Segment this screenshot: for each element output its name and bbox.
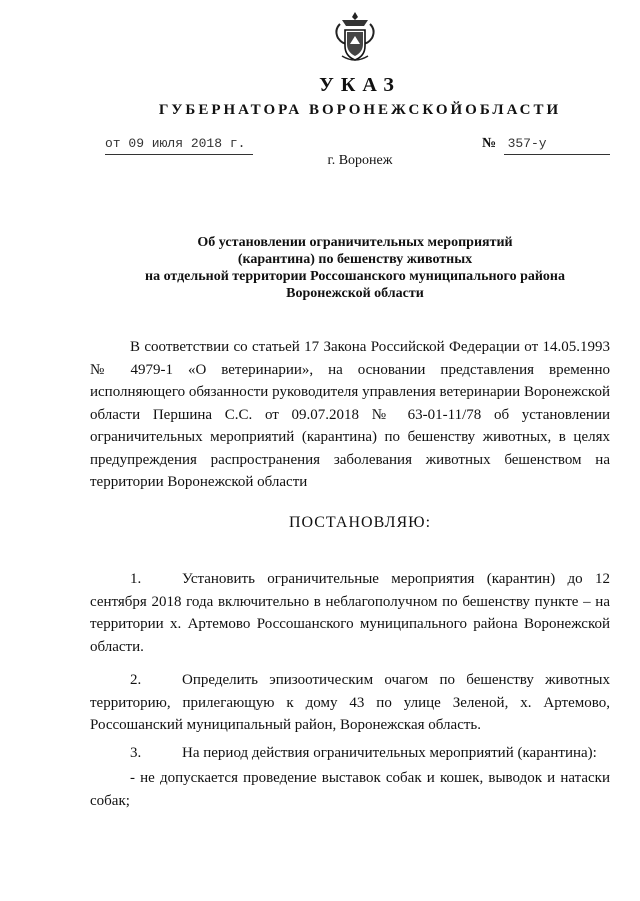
heading-line: Об установлении ограничительных мероприятий bbox=[197, 235, 513, 250]
heading-line: (карантина) по бешенству животных bbox=[237, 252, 473, 267]
date-field bbox=[105, 136, 245, 151]
item-3 bbox=[90, 742, 610, 765]
decree-heading bbox=[90, 234, 620, 302]
item-text: Определить эпизоотическим очагом по бешенству животных территорию, прилегающую к дому 43 по улице Зеленой, х. Артемово, Россошанский муниципальный район, Воронежская область. bbox=[90, 672, 610, 733]
item-text: На период действия ограничительных мероприятий (карантина): bbox=[182, 745, 597, 761]
number-field bbox=[482, 136, 547, 152]
item-text: Установить ограничительные мероприятия (карантин) до 12 сентября 2018 года включительно в неблагополучном по бешенству пункте – на территории х. Артемово Россошанского муниципального района Воронежской области. bbox=[90, 571, 610, 655]
document-subtitle: ГУБЕРНАТОРА ВОРОНЕЖСКОЙОБЛАСТИ bbox=[158, 102, 562, 118]
number-value: 357-у bbox=[507, 136, 547, 151]
heading-line: на отдельной территории Россошанского муниципального района bbox=[145, 269, 565, 284]
heading-line: Воронежской области bbox=[286, 286, 424, 301]
item-1 bbox=[90, 568, 610, 658]
date-value: от 09 июля 2018 г. bbox=[105, 136, 246, 151]
item-2 bbox=[90, 669, 610, 737]
preamble-paragraph bbox=[90, 336, 610, 494]
city-name: г. Воронеж bbox=[327, 153, 393, 168]
document-title: УКАЗ bbox=[319, 74, 401, 96]
decree-word: ПОСТАНОВЛЯЮ: bbox=[288, 514, 432, 531]
number-sign: № bbox=[482, 136, 497, 151]
item-number: 1. bbox=[130, 571, 142, 587]
item-number: 2. bbox=[130, 672, 142, 688]
preamble-text: В соответствии со статьей 17 Закона Российской Федерации от 14.05.1993 № 4979-1 «О ветеринарии», на основании представления временно исполняющего обязанности руководителя управления ветеринарии Воронежской области Першина С.С. от 09.07.2018 № 63-01-11/78 об установлении ограничительных мероприятий (карантина) по бешенству животных, в целях предупреждения распространения заболевания животных бешенством на территории Воронежской области bbox=[90, 339, 610, 490]
item-number: 3. bbox=[130, 745, 142, 761]
coat-of-arms-icon bbox=[332, 10, 378, 66]
subitem-text: - не допускается проведение выставок собак и кошек, выводок и натаски собак; bbox=[90, 770, 610, 809]
subitem bbox=[90, 767, 610, 812]
